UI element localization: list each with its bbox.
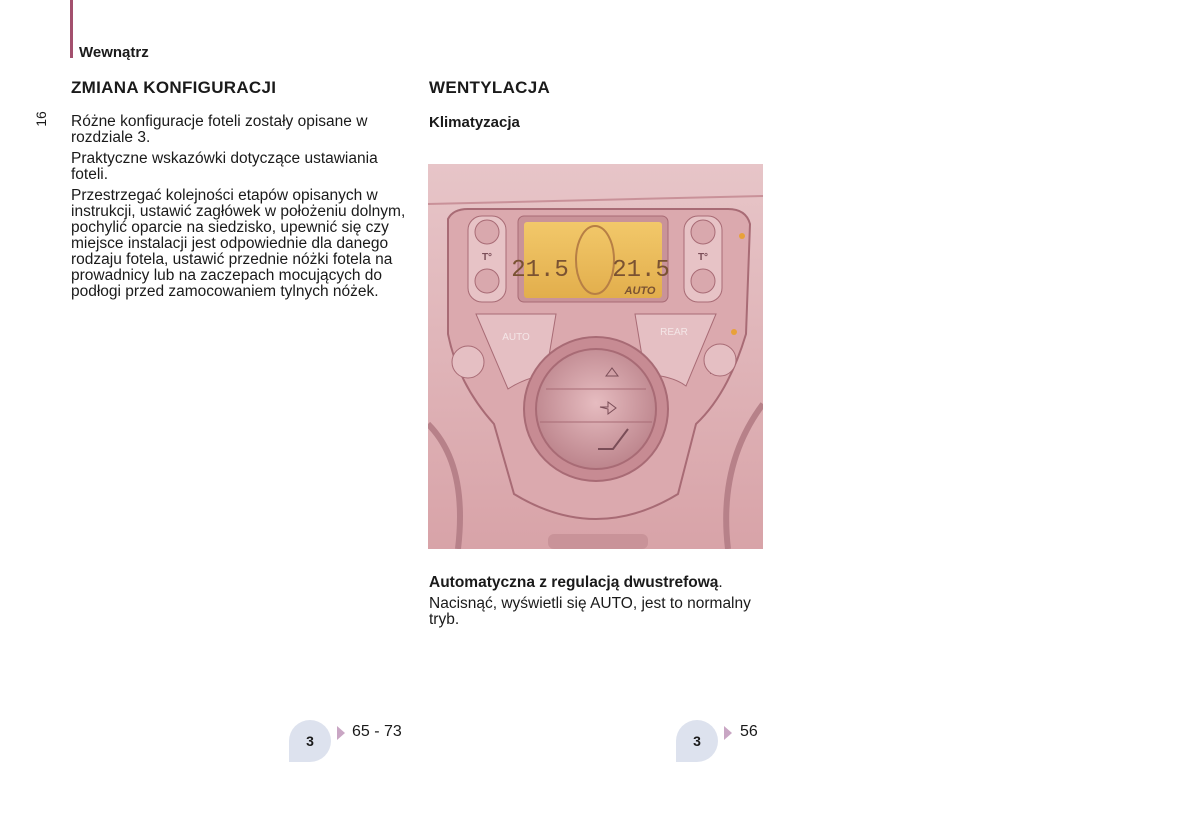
left-body bbox=[71, 114, 411, 305]
arrow-right-icon bbox=[337, 726, 345, 740]
right-subtitle: Klimatyzacja bbox=[429, 114, 520, 131]
svg-text:T°: T° bbox=[697, 252, 709, 263]
caption-bold: Automatyczna z regulacją dwustrefową bbox=[429, 574, 719, 591]
svg-text:T°: T° bbox=[481, 252, 493, 263]
paragraph: Przestrzegać kolejności etapów opisanych w instrukcji, ustawić zagłówek w położeniu dolnym, pochylić oparcie na siedzisko, upewnić się czy miejsce instalacji jest odpowiednie dla danego rodzaju fotela, ustawić przednie nóżki fotela na prowadnicy lub na zaczepach mocujących do podłogi przed zamocowaniem tylnych nóżek. bbox=[71, 187, 406, 300]
arrow-right-icon bbox=[724, 726, 732, 740]
left-chapter-ref[interactable] bbox=[289, 720, 429, 764]
paragraph: Praktyczne wskazówki dotyczące ustawiania foteli. bbox=[71, 150, 378, 183]
lcd-auto-text: AUTO bbox=[624, 285, 656, 297]
chapter-badge: 3 bbox=[676, 720, 718, 762]
caption-text: Nacisnąć, wyświetli się AUTO, jest to normalny tryb. bbox=[429, 595, 751, 628]
auto-button-label: AUTO bbox=[502, 332, 530, 343]
caption-period: . bbox=[718, 574, 723, 591]
chapter-badge: 3 bbox=[289, 720, 331, 762]
climate-panel-photo bbox=[428, 164, 763, 549]
caption bbox=[429, 575, 764, 633]
ref-pages: 56 bbox=[740, 723, 758, 740]
ref-pages: 65 - 73 bbox=[352, 723, 402, 740]
paragraph: Różne konfiguracje foteli zostały opisane w rozdziale 3. bbox=[71, 113, 368, 146]
rear-button-label: REAR bbox=[660, 327, 688, 338]
lcd-temp-left: 21.5 bbox=[511, 257, 569, 284]
right-chapter-ref[interactable] bbox=[676, 720, 776, 764]
right-title: WENTYLACJA bbox=[429, 78, 551, 97]
caption-heading bbox=[429, 575, 764, 591]
page-number: 16 bbox=[33, 111, 49, 127]
header-bar bbox=[70, 0, 73, 58]
left-title: ZMIANA KONFIGURACJI bbox=[71, 78, 277, 97]
lcd-temp-right: 21.5 bbox=[612, 257, 670, 284]
section-label: Wewnątrz bbox=[79, 44, 149, 61]
